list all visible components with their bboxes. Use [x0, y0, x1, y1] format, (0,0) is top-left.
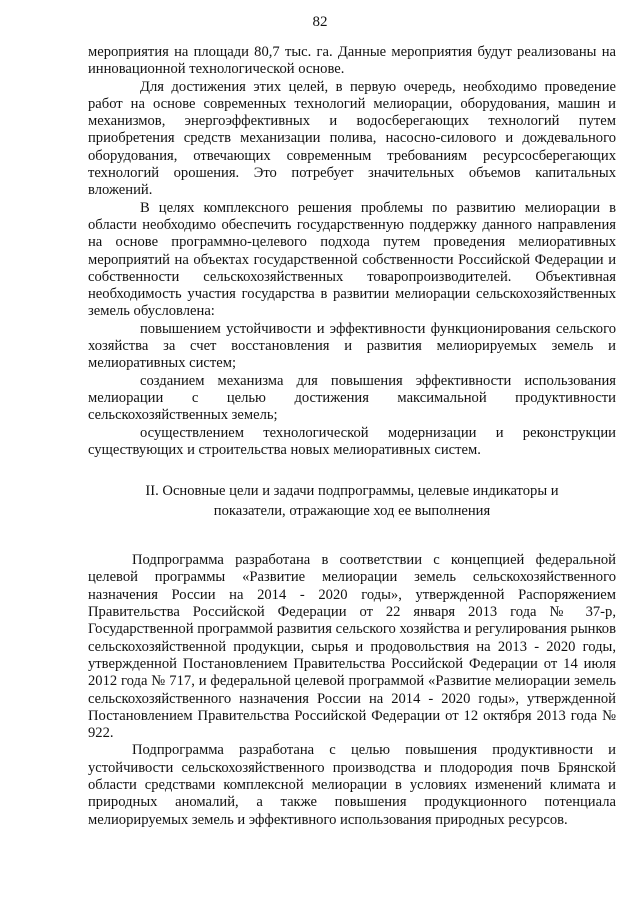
section-heading	[88, 481, 616, 521]
list-item: повышением устойчивости и эффективности функционирования сельского хозяйства за счет восстановления и развития мелиорируемых земель и мелиоративных систем;	[88, 320, 616, 372]
paragraph: Подпрограмма разработана с целью повышения продуктивности и устойчивости сельскохозяйственного производства и плодородия почв Брянской области средствами комплексной мелиорации в условиях изменений климата и природных аномалий, а также повышения продукционного потенциала мелиорируемых земель и эффективного использования природных ресурсов.	[88, 742, 616, 828]
document-body	[88, 44, 616, 829]
list-item: созданием механизма для повышения эффективности использования мелиорации с целью достижения максимальной продуктивности сельскохозяйственных земель;	[88, 372, 616, 424]
section-heading-line1: II. Основные цели и задачи подпрограммы, целевые индикаторы и	[145, 483, 559, 500]
paragraph: В целях комплексного решения проблемы по развитию мелиорации в области необходимо обеспечить государственную поддержку данного направления на основе программно-целевого подхода путем проведения мелиоративных мероприятий на объектах государственной собственности Российской Федерации и собственности сельскохозяйственных товаропроизводителей. Объективная необходимость участия государства в развитии мелиорации сельскохозяйственных земель обусловлена:	[88, 199, 616, 320]
page-number: 82	[312, 14, 328, 30]
paragraph: мероприятия на площади 80,7 тыс. га. Данные мероприятия будут реализованы на инновационной технологической основе.	[88, 44, 616, 78]
list-item: осуществлением технологической модернизации и реконструкции существующих и строительства новых мелиоративных систем.	[88, 424, 616, 458]
paragraph: Для достижения этих целей, в первую очередь, необходимо проведение работ на основе современных технологий мелиорации, оборудования, машин и механизмов, энергоэффективных и водосберегающих технологий путем приобретения средств механизации полива, насосно-силового и дождевального оборудования, отвечающих современным требованиям ресурсосберегающих технологий орошения. Это потребует значительных объемов капитальных вложений.	[88, 78, 616, 199]
section-heading-line2: показатели, отражающие ход ее выполнения	[213, 503, 491, 520]
paragraph: Подпрограмма разработана в соответствии с концепцией федеральной целевой программы «Развитие мелиорации земель сельскохозяйственного назначения России на 2014 - 2020 годы», утвержденной Распоряжением Правительства Российской Федерации от 22 января 2013 года № 37-р, Государственной программой развития сельского хозяйства и регулирования рынков сельскохозяйственной продукции, сырья и продовольствия на 2013 - 2020 годы, утвержденной Постановлением Правительства Российской Федерации от 14 июля 2012 года № 717, и федеральной целевой программой «Развитие мелиорации земель сельскохозяйственного назначения России на 2014 - 2020 годы», утвержденной Постановлением Правительства Российской Федерации от 12 октября 2013 года № 922.	[88, 552, 616, 742]
